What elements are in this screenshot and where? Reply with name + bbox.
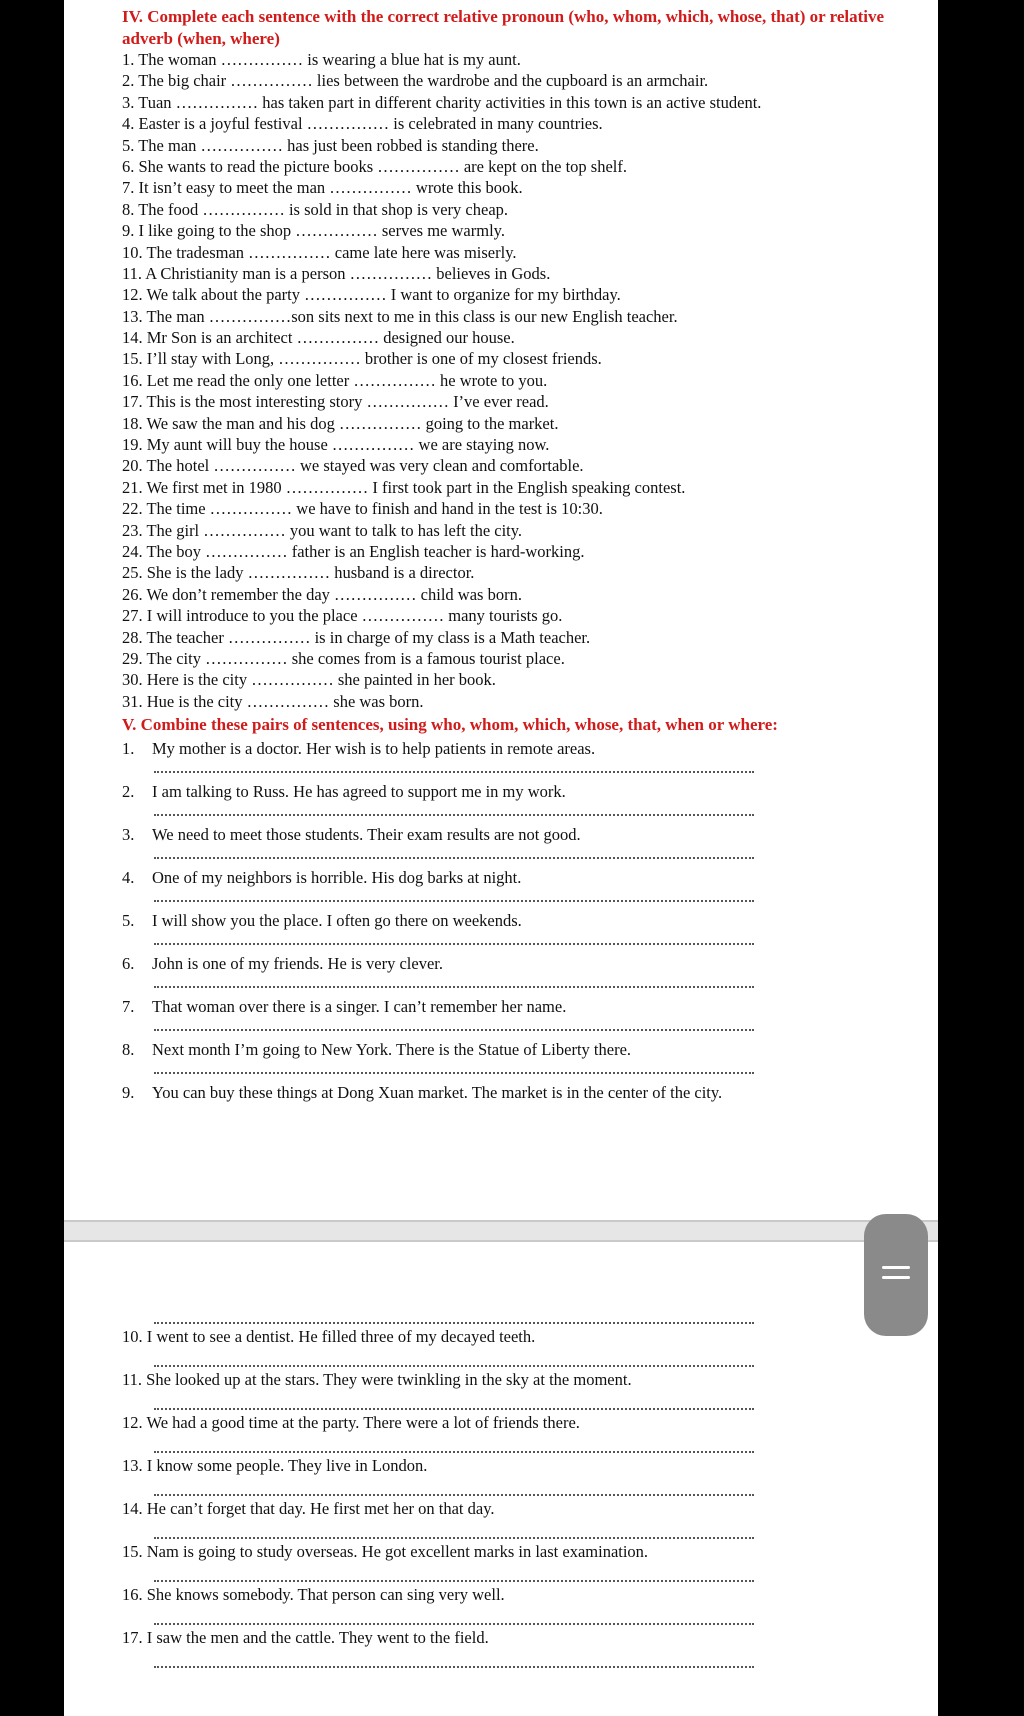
exercise-item: 24. The boy …………… father is an English teacher is hard-working. xyxy=(122,541,585,561)
answer-line[interactable] xyxy=(154,759,754,773)
item-number: 9. xyxy=(122,1083,135,1102)
exercise-item: 13. The man ……………son sits next to me in this class is our new English teacher. xyxy=(122,306,678,326)
combine-item xyxy=(122,738,922,781)
answer-line[interactable] xyxy=(154,931,754,945)
combine-item xyxy=(122,1568,922,1611)
combine-item xyxy=(122,1525,922,1568)
exercise-item: 20. The hotel …………… we stayed was very clean and comfortable. xyxy=(122,456,584,476)
item-text: I am talking to Russ. He has agreed to support me in my work. xyxy=(152,782,566,801)
section-v-list xyxy=(122,738,922,1112)
item-text: 15. Nam is going to study overseas. He got excellent marks in last examination. xyxy=(122,1542,649,1561)
answer-line[interactable] xyxy=(154,1568,754,1582)
combine-item xyxy=(122,1482,922,1525)
combine-item xyxy=(122,1082,922,1112)
answer-line[interactable] xyxy=(154,1482,754,1496)
item-text: I will show you the place. I often go there on weekends. xyxy=(152,911,522,930)
item-text: You can buy these things at Dong Xuan market. The market is in the center of the city. xyxy=(152,1083,723,1102)
answer-line[interactable] xyxy=(154,1611,754,1625)
section-v-title: V. Combine these pairs of sentences, using who, whom, which, whose, that, when or where: xyxy=(122,715,778,734)
item-text: 14. He can’t forget that day. He first met her on that day. xyxy=(122,1499,495,1518)
scroll-handle[interactable] xyxy=(864,1214,928,1336)
item-text: That woman over there is a singer. I can’t remember her name. xyxy=(152,997,567,1016)
item-text: 12. We had a good time at the party. There were a lot of friends there. xyxy=(122,1413,580,1432)
answer-line[interactable] xyxy=(154,1654,754,1668)
answer-line[interactable] xyxy=(154,1017,754,1031)
combine-item xyxy=(122,996,922,1039)
item-text: 13. I know some people. They live in London. xyxy=(122,1456,428,1475)
combine-item xyxy=(122,953,922,996)
exercise-item: 8. The food …………… is sold in that shop is very cheap. xyxy=(122,199,509,219)
exercise-item: 21. We first met in 1980 …………… I first took part in the English speaking contest. xyxy=(122,477,686,497)
answer-line[interactable] xyxy=(154,1525,754,1539)
answer-line[interactable] xyxy=(154,974,754,988)
item-number: 6. xyxy=(122,954,135,973)
combine-item xyxy=(122,1396,922,1439)
item-number: 7. xyxy=(122,997,135,1016)
item-number: 3. xyxy=(122,825,135,844)
item-text: 17. I saw the men and the cattle. They went to the field. xyxy=(122,1628,489,1647)
item-text: Next month I’m going to New York. There is the Statue of Liberty there. xyxy=(152,1040,632,1059)
grip-line-icon xyxy=(882,1266,910,1269)
exercise-item: 16. Let me read the only one letter …………… he wrote to you. xyxy=(122,370,548,390)
exercise-item: 3. Tuan …………… has taken part in different charity activities in this town is an active student. xyxy=(122,92,762,112)
item-text: John is one of my friends. He is very clever. xyxy=(152,954,443,973)
exercise-item: 10. The tradesman …………… came late here was miserly. xyxy=(122,242,517,262)
item-text: 16. She knows somebody. That person can sing very well. xyxy=(122,1585,505,1604)
exercise-item: 23. The girl …………… you want to talk to has left the city. xyxy=(122,520,523,540)
exercise-item: 25. She is the lady …………… husband is a director. xyxy=(122,563,475,583)
section-v-list-continued xyxy=(122,1310,922,1674)
answer-line[interactable] xyxy=(154,802,754,816)
exercise-item: 9. I like going to the shop …………… serves me warmly. xyxy=(122,221,505,241)
exercise-item: 26. We don’t remember the day …………… child was born. xyxy=(122,584,522,604)
answer-line[interactable] xyxy=(154,1060,754,1074)
combine-item xyxy=(122,1611,922,1654)
item-number: 1. xyxy=(122,739,135,758)
grip-line-icon xyxy=(882,1276,910,1279)
answer-line[interactable] xyxy=(154,1310,754,1324)
combine-item xyxy=(122,1353,922,1396)
exercise-item: 7. It isn’t easy to meet the man …………… wrote this book. xyxy=(122,178,523,198)
section-iv-title: IV. Complete each sentence with the correct relative pronoun (who, whom, which, whose, that) or relative adverb (when, where) xyxy=(122,7,885,48)
item-text: My mother is a doctor. Her wish is to help patients in remote areas. xyxy=(152,739,596,758)
exercise-item: 5. The man …………… has just been robbed is standing there. xyxy=(122,135,539,155)
exercise-item: 14. Mr Son is an architect …………… designed our house. xyxy=(122,328,515,348)
answer-line[interactable] xyxy=(154,1396,754,1410)
exercise-item: 1. The woman …………… is wearing a blue hat is my aunt. xyxy=(122,50,521,69)
answer-line[interactable] xyxy=(154,1439,754,1453)
combine-item xyxy=(122,1439,922,1482)
combine-item-trailing xyxy=(122,1654,922,1674)
exercise-item: 27. I will introduce to you the place …………… many tourists go. xyxy=(122,606,563,626)
item-text: One of my neighbors is horrible. His dog barks at night. xyxy=(152,868,522,887)
item-text: 10. I went to see a dentist. He filled three of my decayed teeth. xyxy=(122,1327,536,1346)
combine-item xyxy=(122,781,922,824)
answer-line[interactable] xyxy=(154,888,754,902)
exercise-item: 18. We saw the man and his dog …………… going to the market. xyxy=(122,413,559,433)
exercise-item: 19. My aunt will buy the house …………… we are staying now. xyxy=(122,435,550,455)
exercise-item: 12. We talk about the party …………… I want to organize for my birthday. xyxy=(122,285,621,305)
section-iv-list xyxy=(122,49,922,712)
exercise-item: 22. The time …………… we have to finish and hand in the test is 10:30. xyxy=(122,499,603,519)
combine-item xyxy=(122,1039,922,1082)
item-number: 5. xyxy=(122,911,135,930)
item-number: 4. xyxy=(122,868,135,887)
item-number: 2. xyxy=(122,782,135,801)
exercise-item: 6. She wants to read the picture books …………… are kept on the top shelf. xyxy=(122,156,627,176)
exercise-item: 2. The big chair …………… lies between the wardrobe and the cupboard is an armchair. xyxy=(122,71,709,91)
exercise-item: 17. This is the most interesting story …………… I’ve ever read. xyxy=(122,392,549,412)
combine-item xyxy=(122,867,922,910)
combine-item xyxy=(122,1310,922,1353)
worksheet-page-bottom xyxy=(64,1242,938,1716)
exercise-item: 30. Here is the city …………… she painted in her book. xyxy=(122,670,496,690)
combine-item xyxy=(122,824,922,867)
exercise-item: 28. The teacher …………… is in charge of my class is a Math teacher. xyxy=(122,627,591,647)
combine-item xyxy=(122,910,922,953)
exercise-item: 11. A Christianity man is a person …………… believes in Gods. xyxy=(122,263,551,283)
item-text: We need to meet those students. Their exam results are not good. xyxy=(152,825,581,844)
exercise-item: 15. I’ll stay with Long, …………… brother is one of my closest friends. xyxy=(122,349,602,369)
page-divider xyxy=(64,1220,938,1242)
exercise-item: 31. Hue is the city …………… she was born. xyxy=(122,691,424,711)
answer-line[interactable] xyxy=(154,1353,754,1367)
worksheet-page-top xyxy=(64,0,938,1220)
item-number: 8. xyxy=(122,1040,135,1059)
exercise-item: 29. The city …………… she comes from is a famous tourist place. xyxy=(122,648,565,668)
exercise-item: 4. Easter is a joyful festival …………… is celebrated in many countries. xyxy=(122,114,603,134)
answer-line[interactable] xyxy=(154,845,754,859)
item-text: 11. She looked up at the stars. They were twinkling in the sky at the moment. xyxy=(122,1370,632,1389)
